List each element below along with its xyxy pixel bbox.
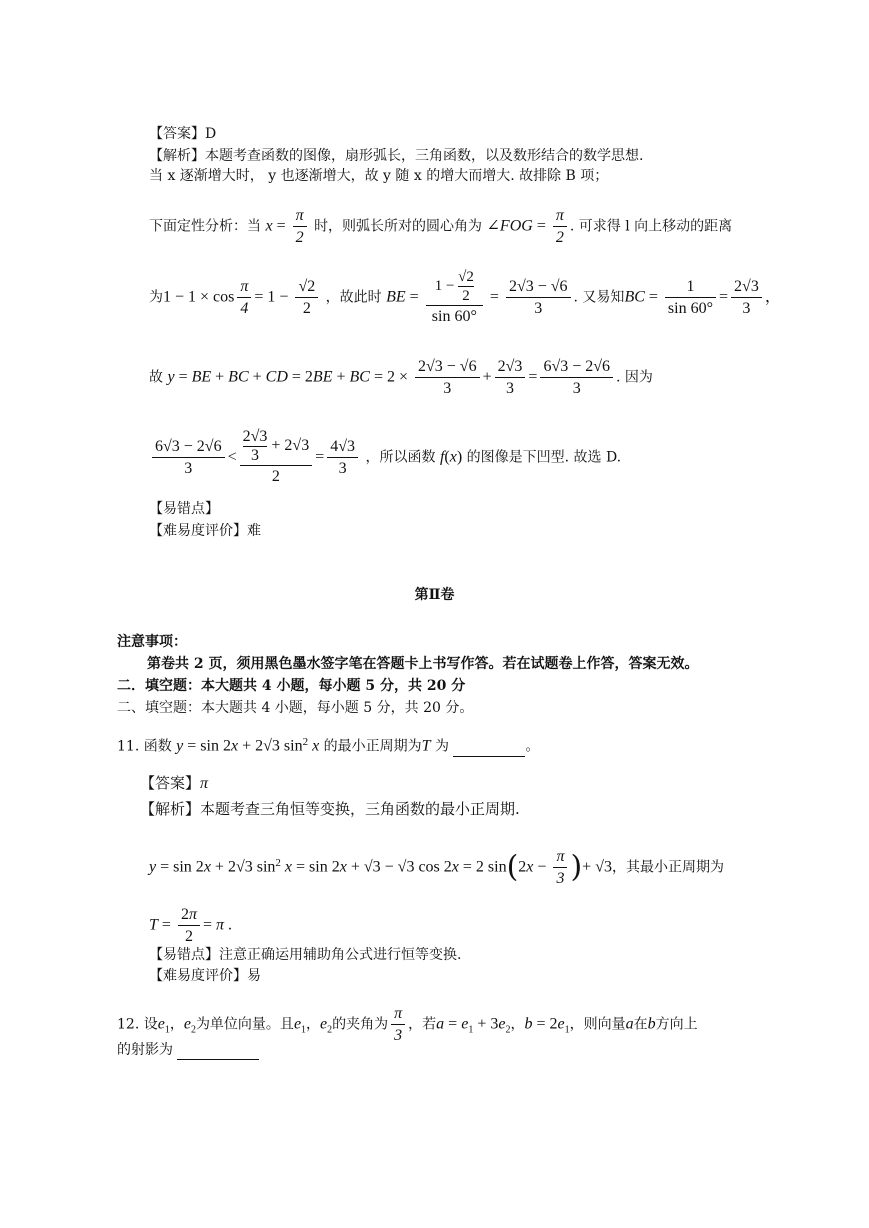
q10-math-angle: ∠FOG	[486, 217, 533, 235]
q12-line2-text: 的射影为	[117, 1042, 173, 1058]
q11-error-point: 【易错点】注意正确运用辅助角公式进行恒等变换.	[149, 947, 462, 963]
q11-period: T = $\frac{2\pi}{2}$ = π .	[149, 906, 232, 945]
q12-prefix: 12. 设	[117, 1016, 158, 1033]
q11-prefix: 11. 函数	[117, 738, 172, 755]
q10-line5: 为1 − 1 × cos $\frac{\pi}{4}$ = 1 − $\frac{√2}{2}$ ，故此时 BE = 1 − $\frac{√2}{2}$ sin 60° = $\frac{2√3 - √6}{3}$ . 又易知BC = $\frac{1}{\sin 60^\circ}$ = $\frac{2√3}{3}$ ，	[149, 269, 781, 325]
q10-frac-y3: $\frac{6√3 - 2√6}{3}$	[540, 356, 613, 399]
section-heading-plain: 二、填空题：本大题共 4 小题，每小题 5 分，共 20 分。	[117, 700, 474, 716]
q10-frac-BC-result: $\frac{2√3}{3}$	[731, 276, 762, 319]
q11-difficulty: 【难易度评价】易	[149, 968, 261, 984]
q12-p1b: ，	[306, 1016, 321, 1033]
q10-line4-text-b: 时，则弧长所对的圆心角为	[314, 218, 483, 235]
q10-line5-text-a: 为	[149, 289, 163, 306]
notice-body: 第卷共 2 页，须用黑色墨水签字笔在答题卡上书写作答。若在试题卷上作答，答案无效。	[147, 656, 699, 672]
q11-eq-tail: ，其最小正周期为	[611, 859, 724, 876]
q12-line2	[117, 1040, 259, 1060]
q10-line4-text-a: 下面定性分析：当	[149, 218, 261, 235]
q12-p6: ，则向量	[569, 1016, 626, 1033]
q10-line4: 下面定性分析：当 x = $\frac{\pi}{2}$ 时，则弧长所对的圆心角为 ∠FOG = $\frac{\pi}{2}$ . 可求得 l 向上移动的距离	[149, 207, 733, 246]
q12-p2: 为单位向量。且	[195, 1016, 294, 1033]
q10-frac-BE-result: $\frac{2√3 - √6}{3}$	[506, 276, 571, 319]
q10-frac-y2: $\frac{2√3}{3}$	[495, 356, 526, 399]
q10-difficulty: 【难易度评价】难	[149, 523, 261, 539]
q10-answer: 【答案】D	[149, 126, 217, 142]
q10-frac-pi-2a: $\frac{\pi}{2}$	[293, 205, 307, 248]
notice-title: 注意事项：	[117, 634, 187, 650]
q11-end: 。	[525, 738, 540, 755]
q10-frac-y1: $\frac{2√3 - √6}{3}$	[415, 356, 480, 399]
q10-math-x-eq: x	[265, 217, 273, 235]
q12-frac-pi-3: $\frac{\pi}{3}$	[391, 1003, 405, 1046]
q10-line4-text-c: . 可求得 l 向上移动的距离	[569, 218, 733, 235]
q11-mid: 的最小正周期为	[323, 738, 422, 755]
q11-frac-pi-3: $\frac{\pi}{3}$	[553, 846, 567, 889]
q10-math-distance: 1 − 1 × cos	[163, 288, 235, 306]
q10-frac-pi-2b: $\frac{\pi}{2}$	[553, 205, 567, 248]
q10-frac-cmp3: $\frac{4√3}{3}$	[327, 436, 358, 479]
q10-frac-BC: $\frac{1}{\sin 60^\circ}$	[665, 276, 716, 319]
q12-answer-blank[interactable]	[177, 1045, 259, 1060]
q10-line5-text-b: ，故此时	[325, 289, 382, 306]
q10-line6: 故 y = BE + BC + CD = 2BE + BC = 2 × $\frac{2√3 - √6}{3}$ + $\frac{2√3}{3}$ = $\frac{6√3 - 2√6}{3}$ . 因为	[149, 358, 653, 397]
q11-answer-value: π	[200, 775, 209, 792]
section-heading-bold: 二．填空题：本大题共 4 小题，每小题 5 分，共 20 分	[117, 678, 466, 694]
q10-frac-cmp2: $\frac{2√3}{3}$ + 2√3 2	[240, 428, 313, 487]
q12-p1: ，	[169, 1016, 184, 1033]
q10-frac-cmp1: $\frac{6√3 - 2√6}{3}$	[152, 436, 225, 479]
q10-error-point: 【易错点】	[149, 501, 219, 517]
q12-p3: 的夹角为	[332, 1016, 389, 1033]
q10-line7-text-b: ，所以函数	[365, 449, 436, 466]
q11-answer-label: 【答案】	[140, 774, 201, 792]
q10-line7-text-c: 的图像是下凹型. 故选 D.	[466, 449, 622, 466]
q10-frac-pi-4: $\frac{\pi}{4}$	[237, 276, 251, 319]
q10-line6-text-a: 故	[149, 369, 163, 386]
q11-question: 11. 函数 y = sin 2x + 2√3 $\sin^2 x$ 的最小正周期为T 为 。	[117, 736, 540, 755]
q11-answer-blank[interactable]	[453, 742, 525, 757]
q10-line7: $\frac{6√3 - 2√6}{3}$ < $\frac{2√3}{3}$ + 2√3 2 = $\frac{4√3}{3}$ ，所以函数 f(x) 的图像是下凹型. 故选 D.	[149, 428, 621, 487]
q10-frac-BE: 1 − $\frac{√2}{2}$ sin 60°	[426, 268, 483, 327]
q11-frac-2pi-2: $\frac{2\pi}{2}$	[178, 904, 200, 947]
q12-p8: 方向上	[655, 1016, 698, 1033]
q10-line6-text-b: . 因为	[616, 369, 653, 386]
q10-line3: 当 x 逐渐增大时， y 也逐渐增大，故 y 随 x 的增大而增大. 故排除 B 项；	[149, 168, 609, 184]
q10-frac-sqrt2-2: $\frac{√2}{2}$	[295, 276, 318, 319]
part2-title: 第Ⅱ卷	[414, 587, 455, 603]
q10-analysis: 【解析】本题考查函数的图像，扇形弧长，三角函数，以及数形结合的数学思想.	[149, 148, 644, 164]
q12-p5: ，	[510, 1016, 525, 1033]
q11-derivation: y = sin 2x + 2√3 $\sin^2 x = \sin 2x + √3 - √3$ cos 2x = 2 sin(2x − $\frac{\pi}{3}$ )+ √3，其最小正周期为	[149, 848, 724, 887]
q10-line5-text-c: . 又易知	[573, 289, 625, 306]
q11-suffix: 为	[435, 738, 449, 755]
q11-answer	[140, 773, 208, 794]
q12-p4: ，若	[408, 1016, 437, 1033]
q12-p7: 在	[633, 1016, 648, 1033]
q12-question: 12. 设$e_1$，$e_2$为单位向量。且$e_1$，$e_2$的夹角为 $\frac{\pi}{3}$ ，若$a = e_1 + 3e_2$，$b = 2e_1$，则向量a在b方向上	[117, 1005, 698, 1044]
q11-analysis: 【解析】本题考查三角恒等变换，三角函数的最小正周期.	[140, 800, 520, 818]
